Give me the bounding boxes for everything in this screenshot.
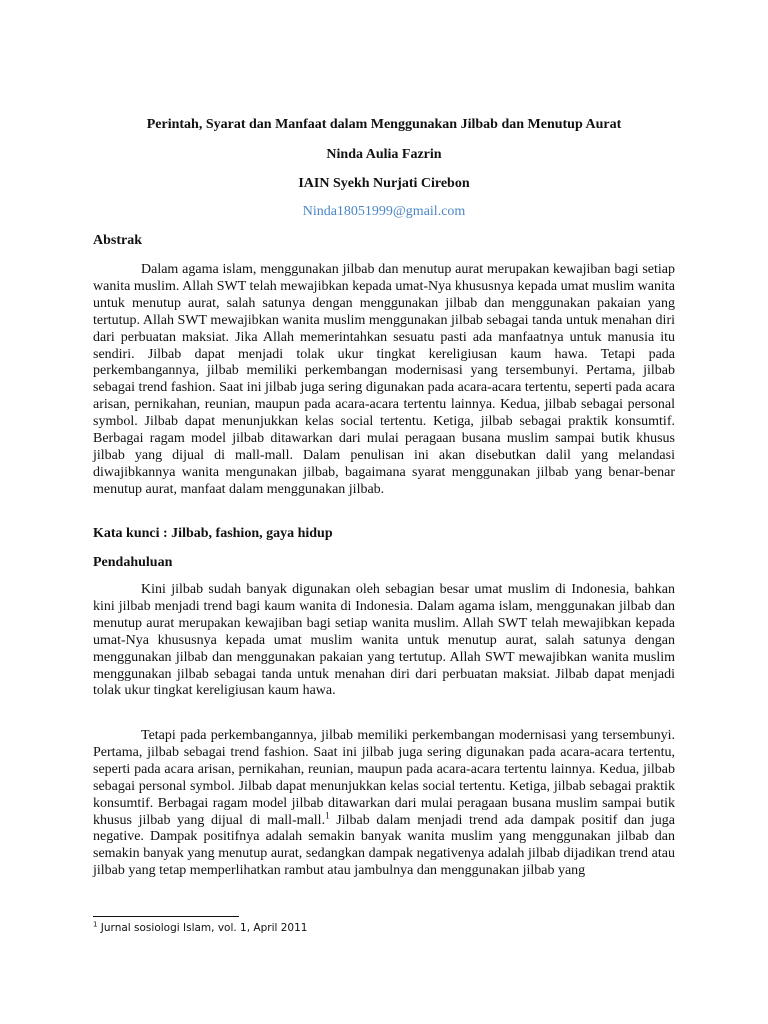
introduction-paragraph-2 xyxy=(93,728,675,880)
abstract-text xyxy=(93,262,675,499)
footnote-text: Jurnal sosiologi Islam, vol. 1, April 2011 xyxy=(97,922,308,934)
abstract-heading: Abstrak xyxy=(93,233,143,248)
footnote-separator xyxy=(93,916,239,917)
introduction-paragraph-1 xyxy=(93,582,675,700)
paper-title: Perintah, Syarat dan Manfaat dalam Menggunakan Jilbab dan Menutup Aurat xyxy=(146,117,622,132)
abstract-body: Dalam agama islam, menggunakan jilbab dan menutup aurat merupakan kewajiban bagi setiap wanita muslim. Allah SWT telah mewajibkan kepada umat-Nya khususnya kepada umat muslim wanita untuk menutup aurat, salah satunya dengan menggunakan jilbab dan menggunakan pakaian yang tertutup. Allah SWT mewajibkan wanita muslim menggunakan jilbab sebagai tanda untuk menahan diri dari perbuatan maksiat. Jika Allah memerintahkan sesuatu pasti ada manfaatnya untuk manusia itu sendiri. Jilbab dapat menjadi tolak ukur tingkat kereligiusan kaum hawa. Tetapi pada perkembangannya, jilbab memiliki perkembangan modernisasi yang tersembunyi. Pertama, jilbab sebagai trend fashion. Saat ini jilbab juga sering digunakan pada acara-acara tertentu, seperti pada acara arisan, pernikahan, reunian, maupun pada acara-acara tertentu lainnya. Kedua, jilbab sebagai personal symbol. Jilbab dapat menunjukkan kelas social tertentu. Ketiga, jilbab sebagai praktik konsumtif. Berbagai ragam model jilbab ditawarkan dari mulai peragaan busana muslim sampai butik khusus jilbab yang dijual di mall-mall. Dalam penulisan ini akan disebutkan dalil yang melandasi diwajibkannya wanita mengunakan jilbab, bagaimana syarat menggunakan jilbab yang benar-benar menutup aurat, manfaat dalam menggunakan jilbab. xyxy=(93,262,675,497)
keywords: Kata kunci : Jilbab, fashion, gaya hidup xyxy=(93,526,333,541)
paragraph-1-body: Kini jilbab sudah banyak digunakan oleh sebagian besar umat muslim di Indonesia, bahkan kini jilbab menjadi trend bagi kaum wanita di Indonesia. Dalam agama islam, menggunakan jilbab dan menutup aurat merupakan kewajiban bagi setiap wanita muslim. Allah SWT telah mewajibkan kepada umat-Nya khususnya kepada umat muslim wanita untuk menutup aurat, salah satunya dengan menggunakan jilbab dan menggunakan pakaian yang tertutup. Allah SWT mewajibkan wanita muslim menggunakan jilbab sebagai tanda untuk menahan diri dari perbuatan maksiat. Jilbab dapat menjadi tolak ukur tingkat kereligiusan kaum hawa. xyxy=(93,582,675,699)
footnote-reference[interactable]: 1 xyxy=(325,809,330,820)
author-email-link[interactable]: Ninda18051999@gmail.com xyxy=(302,204,466,219)
introduction-heading: Pendahuluan xyxy=(93,555,173,570)
author-affiliation: IAIN Syekh Nurjati Cirebon xyxy=(298,176,470,191)
paragraph-2-body-b: Jilbab dalam menjadi trend ada dampak positif dan juga negative. Dampak positifnya adalah semakin banyak wanita muslim yang menggunakan jilbab dan semakin banyak yang menutup aurat, sedangkan dampak negativenya adalah jilbab dijadikan trend atau jilbab yang tetap memperlihatkan rambut atau jambulnya dan menggunakan jilbab yang xyxy=(93,812,675,879)
paragraph-2-body-a: Tetapi pada perkembangannya, jilbab memiliki perkembangan modernisasi yang tersembunyi. Pertama, jilbab sebagai trend fashion. Saat ini jilbab juga sering digunakan pada acara-acara tertentu, seperti pada acara arisan, pernikahan, reunian, maupun pada acara-acara tertentu lainnya. Kedua, jilbab sebagai personal symbol. Jilbab dapat menunjukkan kelas social tertentu. Ketiga, jilbab sebagai praktik konsumtif. Berbagai ragam model jilbab ditawarkan dari mulai peragaan busana muslim sampai butik khusus jilbab yang dijual di mall-mall. xyxy=(93,728,675,828)
footnote-number: 1 xyxy=(93,920,98,929)
author-name: Ninda Aulia Fazrin xyxy=(326,147,442,162)
footnote xyxy=(93,921,307,935)
